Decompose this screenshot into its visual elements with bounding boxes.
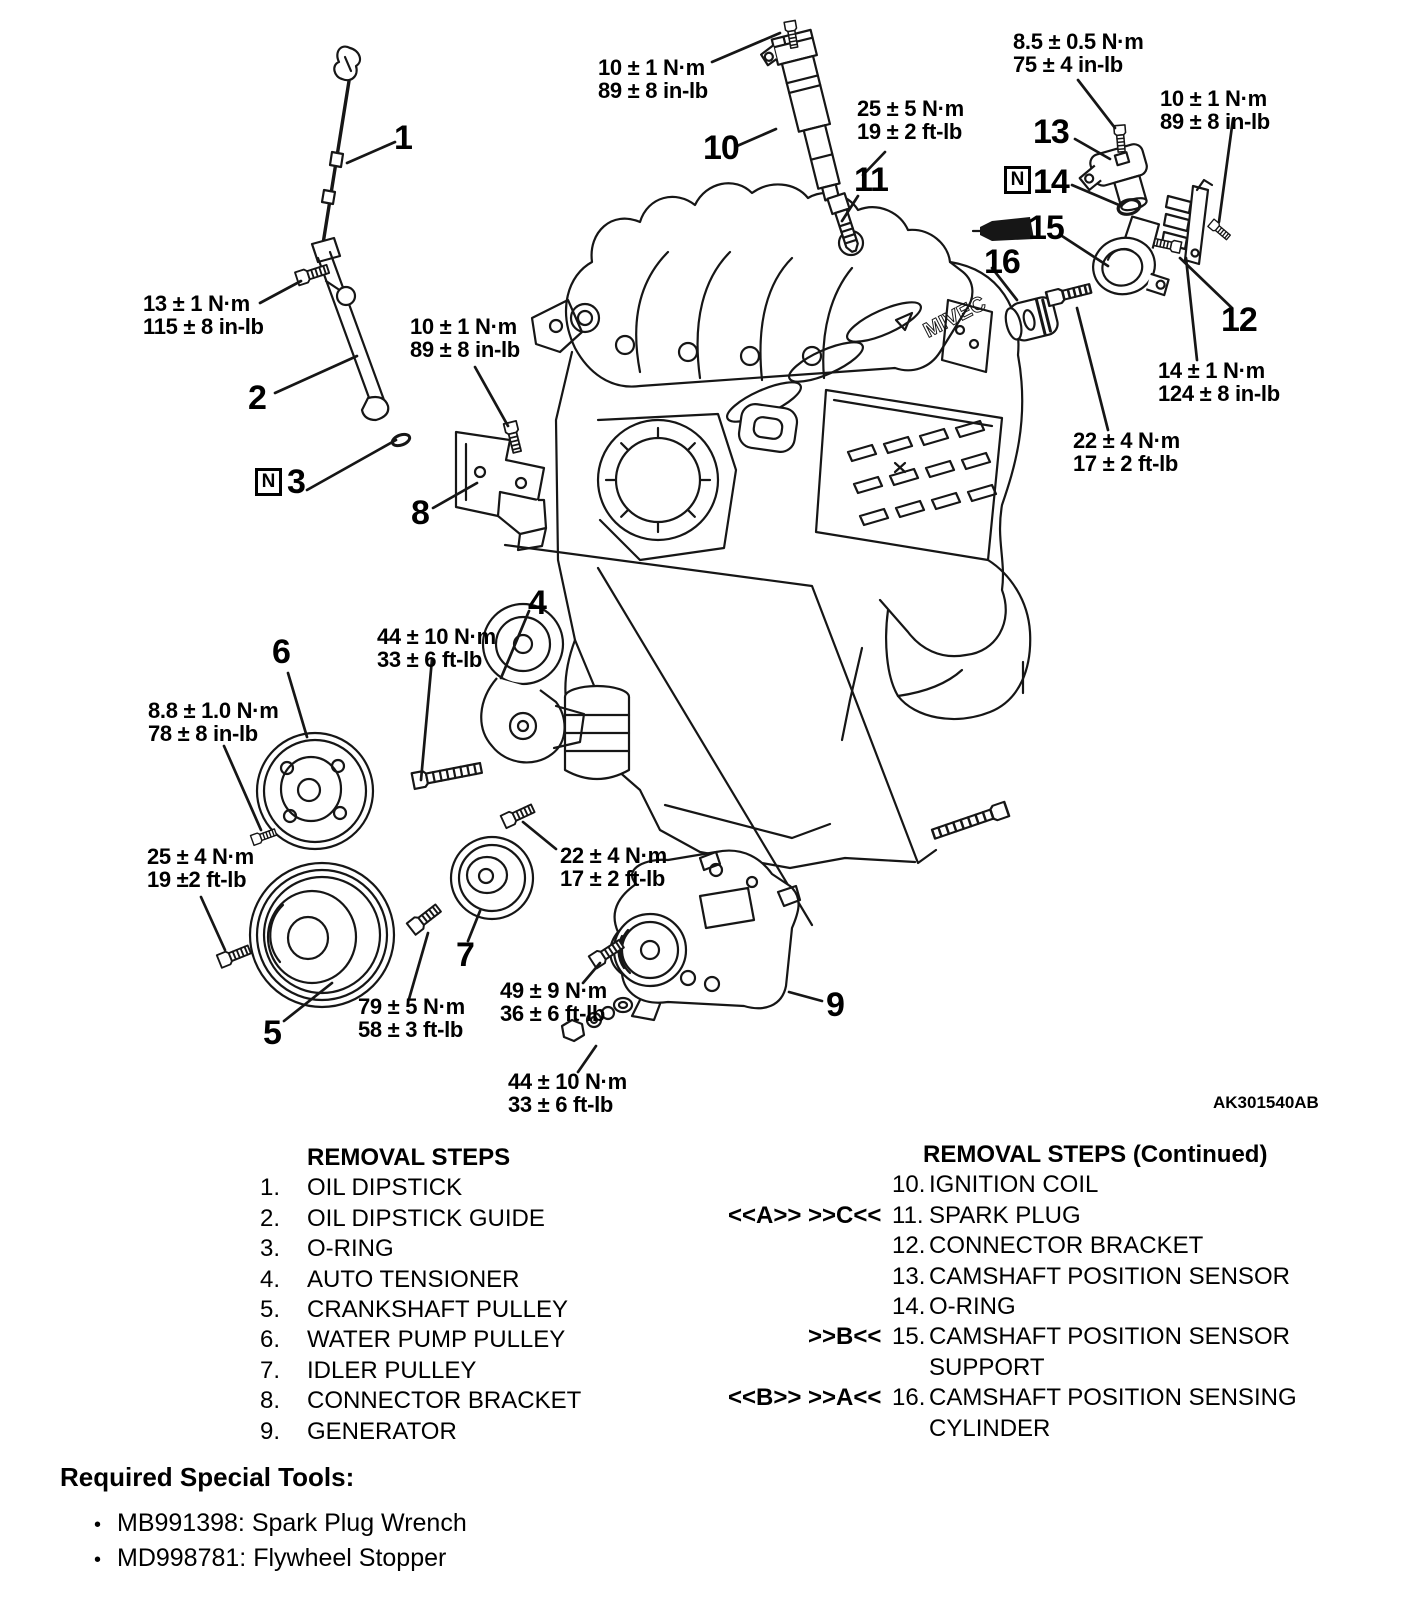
callout-3: 3: [287, 463, 305, 501]
special-tools-title: Required Special Tools:: [60, 1462, 355, 1492]
list-item: 7. IDLER PULLEY: [260, 1356, 477, 1384]
callout-9: 9: [826, 986, 844, 1024]
callout-8: 8: [411, 494, 429, 532]
torque-label-crankshaft-pulley-bolt: 79 ± 5 N·m 58 ± 3 ft-lb: [358, 994, 465, 1042]
engine-block-art: [505, 183, 1030, 925]
torque-label-camshaft-sensor-bolt: 8.5 ± 0.5 N·m 75 ± 4 in-lb: [1013, 29, 1144, 77]
non-reusable-icon: N: [255, 468, 282, 496]
list-item: 13. CAMSHAFT POSITION SENSOR: [892, 1262, 1290, 1290]
torque-label-crank-area-bolt: 25 ± 4 N·m 19 ±2 ft-lb: [147, 844, 254, 892]
torque-label-idler-pulley-bolt: 22 ± 4 N·m 17 ± 2 ft-lb: [560, 843, 667, 891]
part-10-ignition-coil: [758, 30, 851, 207]
list-item: <<A>> >>C<< 11. SPARK PLUG: [728, 1201, 1081, 1229]
list-item: 4. AUTO TENSIONER: [260, 1265, 520, 1293]
callout-1: 1: [394, 119, 412, 157]
bullet-icon: •: [94, 1549, 102, 1571]
removal-steps-continued-list: [728, 1140, 1388, 1444]
list-item: 1. OIL DIPSTICK: [260, 1174, 463, 1202]
torque-label-connector-bracket-8-bolt: 10 ± 1 N·m 89 ± 8 in-lb: [410, 314, 520, 362]
torque-label-sensor-support-bolt: 14 ± 1 N·m 124 ± 8 in-lb: [1158, 358, 1280, 406]
callout-15: 15: [1028, 209, 1064, 247]
engine-badge-text: MIVEC: [919, 291, 990, 343]
part-11-spark-plug: [827, 193, 862, 254]
torque-label-dipstick-guide-bolt: 13 ± 1 N·m 115 ± 8 in-lb: [143, 291, 264, 339]
part-15-sensor-support: [1083, 211, 1176, 311]
list-item: 6. WATER PUMP PULLEY: [260, 1326, 566, 1354]
part-7-idler-pulley: [451, 837, 533, 919]
list-item: 5. CRANKSHAFT PULLEY: [260, 1296, 568, 1324]
torque-label-generator-nut: 44 ± 10 N·m 33 ± 6 ft-lb: [508, 1069, 627, 1117]
callout-6: 6: [272, 633, 290, 671]
torque-label-connector-bracket-12-bolt: 10 ± 1 N·m 89 ± 8 in-lb: [1160, 86, 1270, 134]
list-item: 10. IGNITION COIL: [892, 1171, 1099, 1199]
list-item: 14. O-RING: [892, 1293, 1016, 1321]
list-item: 8. CONNECTOR BRACKET: [260, 1387, 582, 1415]
torque-label-generator-upper-bolt: 49 ± 9 N·m 36 ± 6 ft-lb: [500, 978, 607, 1026]
list-item: <<B>> >>A<< 16. CAMSHAFT POSITION SENSING CYLINDER: [728, 1384, 1297, 1442]
torque-label-sensing-cylinder-bolt: 22 ± 4 N·m 17 ± 2 ft-lb: [1073, 428, 1180, 476]
callout-4: 4: [528, 584, 546, 622]
callout-14: 14: [1033, 163, 1069, 201]
special-tool-item: • MB991398: Spark Plug Wrench: [60, 1507, 467, 1542]
removal-steps-title: REMOVAL STEPS: [307, 1144, 511, 1171]
callout-10: 10: [703, 129, 739, 167]
list-item: >>B<< 15. CAMSHAFT POSITION SENSOR SUPPORT: [808, 1323, 1290, 1381]
callout-16: 16: [984, 243, 1020, 281]
callout-11: 11: [854, 161, 888, 199]
removal-steps-list: [260, 1143, 690, 1447]
part-12-connector-bracket: [1162, 180, 1212, 264]
callout-5: 5: [263, 1014, 281, 1052]
torque-label-spark-plug: 25 ± 5 N·m 19 ± 2 ft-lb: [857, 96, 964, 144]
required-special-tools: [60, 1462, 467, 1577]
torque-label-water-pump-pulley-bolt: 8.8 ± 1.0 N·m 78 ± 8 in-lb: [148, 698, 279, 746]
figure-code: AK301540AB: [1213, 1093, 1319, 1112]
part-1-oil-dipstick: [322, 47, 360, 250]
callout-12: 12: [1221, 301, 1257, 339]
bullet-icon: •: [94, 1514, 102, 1536]
callout-2: 2: [248, 379, 266, 417]
callout-13: 13: [1033, 113, 1069, 151]
list-item: 9. GENERATOR: [260, 1417, 457, 1445]
callout-7: 7: [456, 936, 474, 974]
part-13-camshaft-position-sensor: [1075, 142, 1158, 221]
part-8-connector-bracket: [456, 432, 546, 550]
list-item: 12. CONNECTOR BRACKET: [892, 1232, 1204, 1260]
list-item: 2. OIL DIPSTICK GUIDE: [260, 1204, 545, 1232]
torque-label-ignition-coil-bolt: 10 ± 1 N·m 89 ± 8 in-lb: [598, 55, 708, 103]
special-tool-item: • MD998781: Flywheel Stopper: [60, 1542, 467, 1577]
grease-applicator-icon: [973, 217, 1034, 241]
non-reusable-icon: N: [1004, 166, 1031, 194]
removal-steps-continued-title: REMOVAL STEPS (Continued): [923, 1141, 1268, 1168]
part-5-crankshaft-pulley: [250, 863, 394, 1007]
list-item: 3. O-RING: [260, 1235, 394, 1263]
torque-label-auto-tensioner-bolt: 44 ± 10 N·m 33 ± 6 ft-lb: [377, 624, 496, 672]
